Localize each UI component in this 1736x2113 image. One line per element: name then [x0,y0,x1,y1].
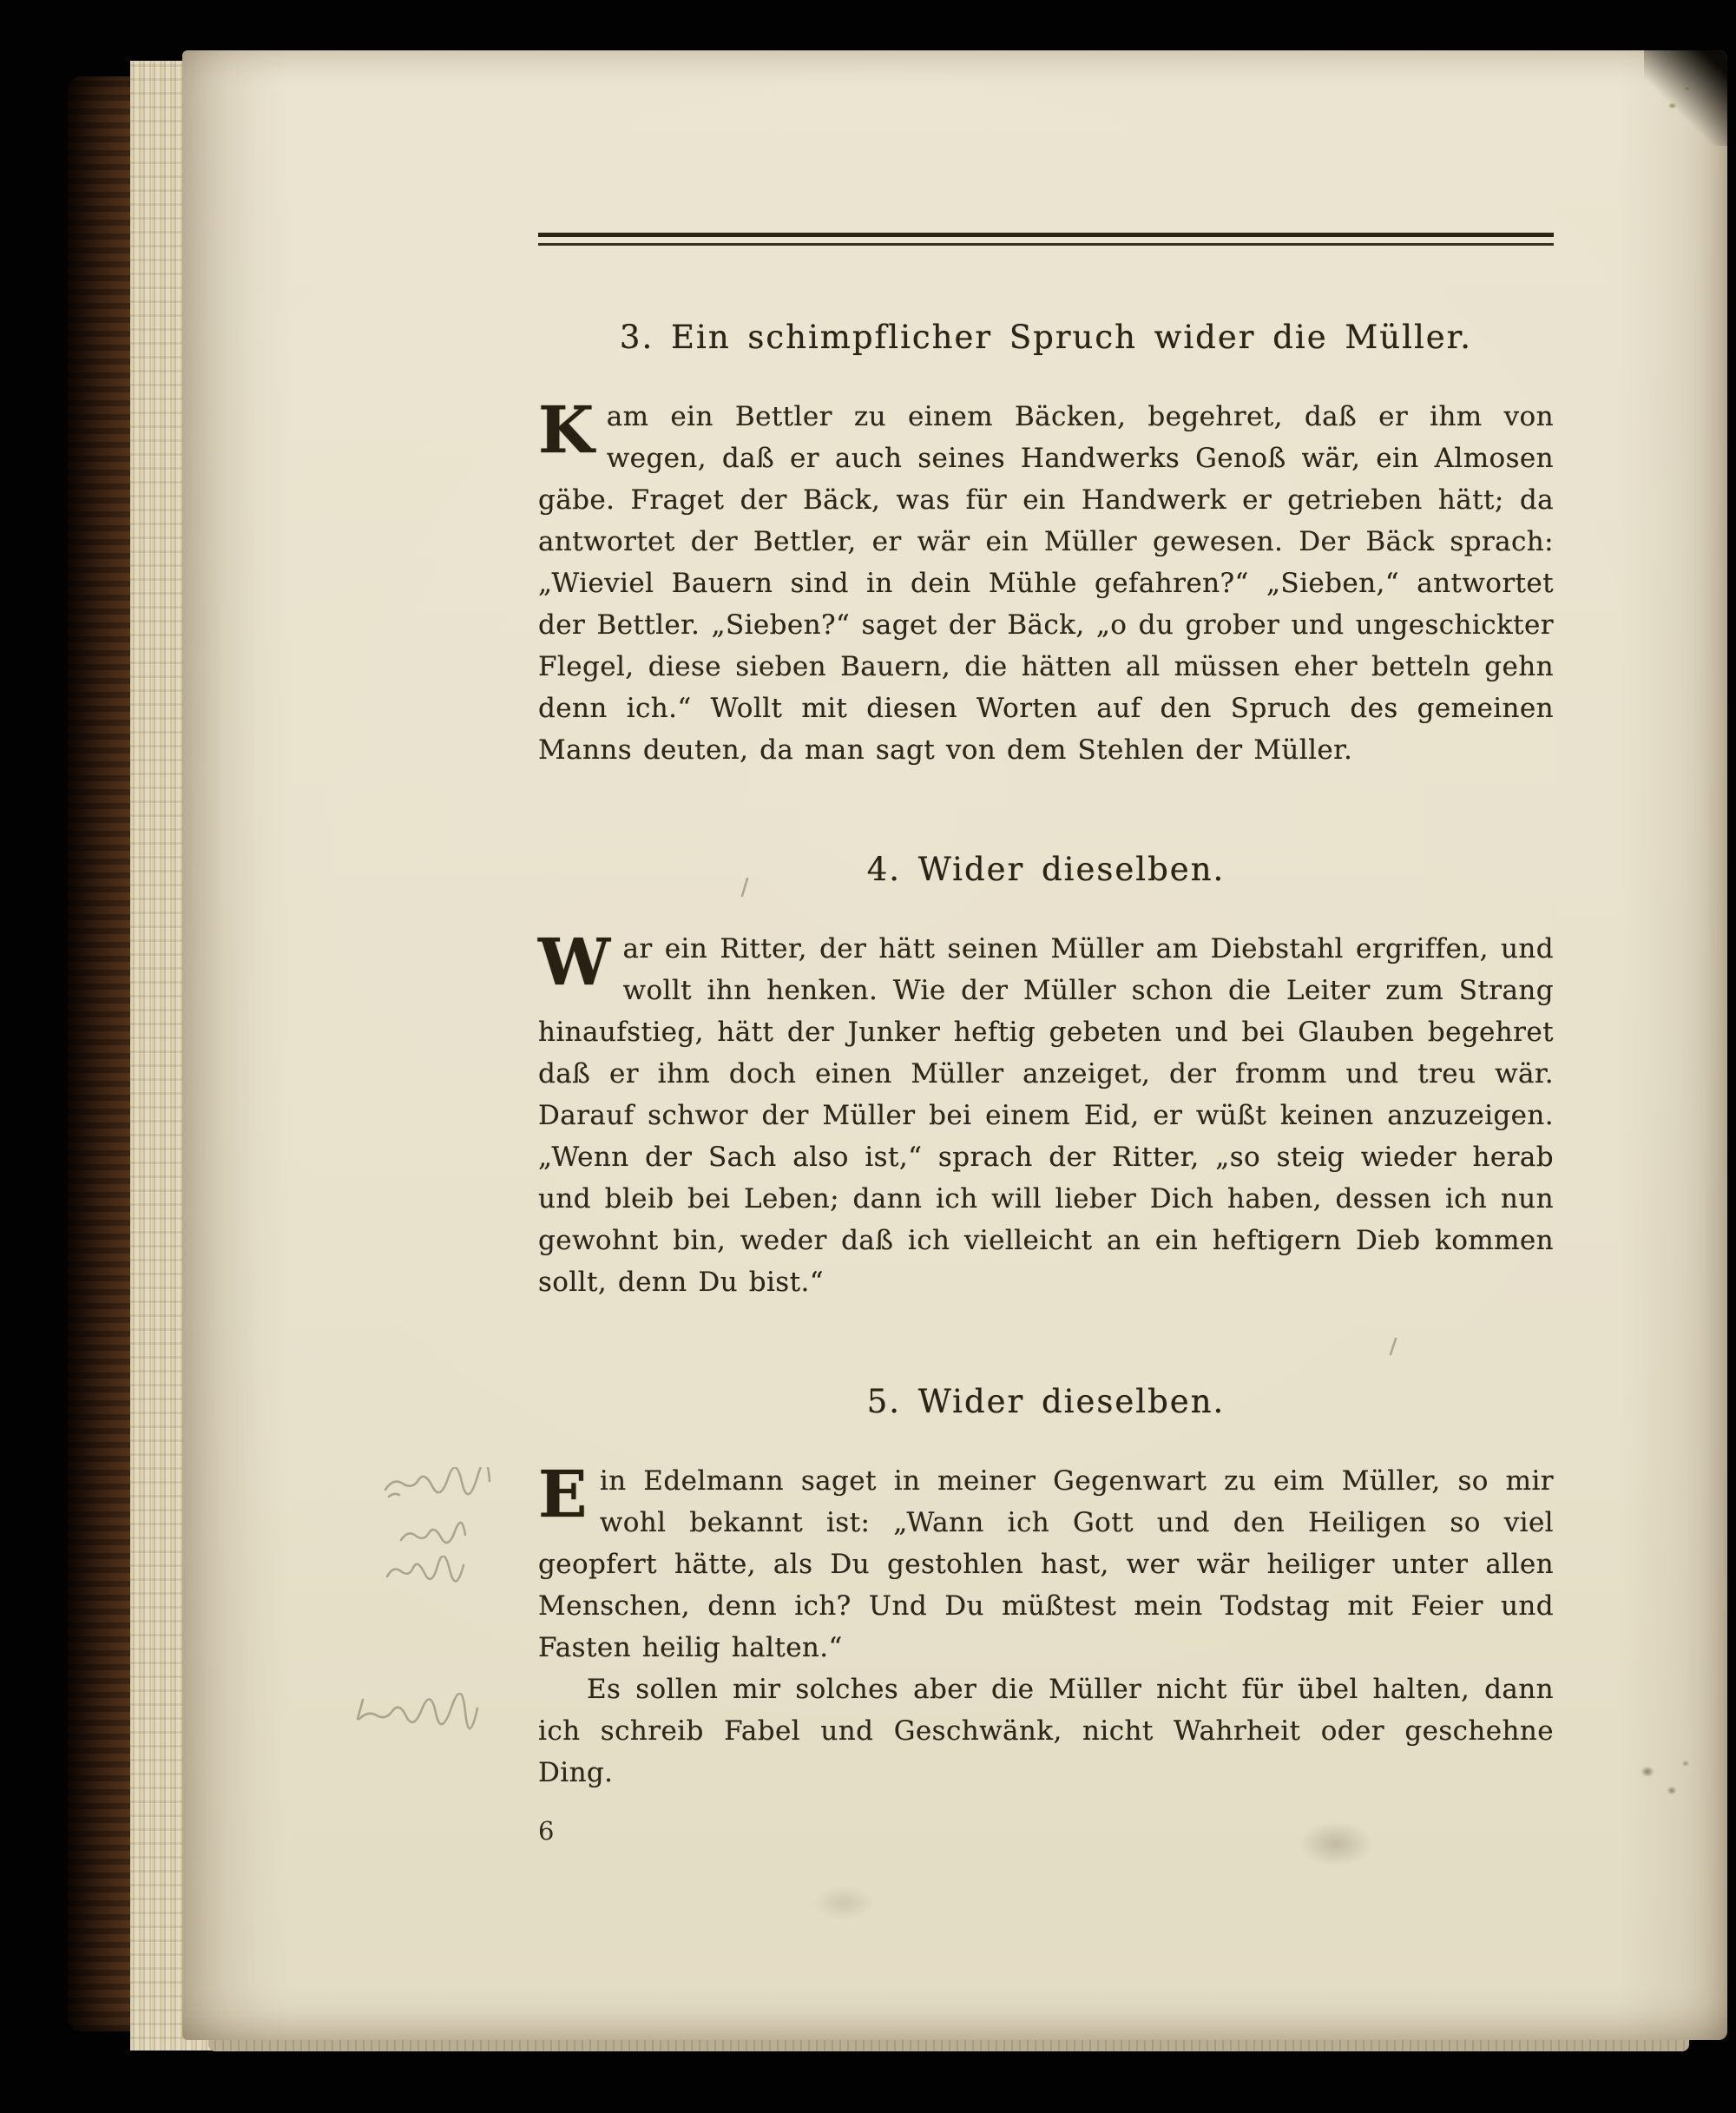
section-3-paragraph [538,393,1554,771]
section-5-paragraph [538,1460,1554,1669]
section-4-body: ar ein Ritter, der hätt seinen Müller am Diebstahl ergriffen, und wollt ihn henken. Wie der Müller schon die Leiter zum Strang hinaufstieg, hätt der Junker heftig gebeten und bei Glauben begehret daß er ihm doch einen Müller anzeiget, der fromm und treu wär. Darauf schwor der Müller bei einem Eid, er wüßt keinen anzuzeigen. „Wenn der Sach also ist,“ sprach der Ritter, „so steig wieder herab und bleib bei Leben; dann ich will lieber Dich haben, dessen ich nun gewohnt bin, weder daß ich vielleicht an ein heftigern Dieb kommen sollt, denn Du bist.“ [538,933,1554,1298]
book-page [182,50,1727,2040]
pencil-marginalia-3 [382,1556,483,1587]
page-number: 6 [538,1816,555,1846]
pencil-marginalia-4 [351,1693,503,1733]
top-rule-thin [538,243,1554,246]
bottom-page-edges [208,2038,1689,2051]
section-5-heading: 5. Wider dieselben. [866,1383,1226,1420]
section-3-heading: 3. Ein schimpflicher Spruch wider die Müller. [619,319,1473,356]
section-3 [538,319,1554,771]
section-4 [538,851,1554,1303]
section-5-closing-paragraph: Es sollen mir solches aber die Müller nicht für übel halten, dann ich schreib Fabel und Geschwänk, nicht Wahrheit oder geschehne Ding. [538,1674,1554,1788]
pencil-marginalia-2 [396,1521,476,1550]
section-3-body: am ein Bettler zu einem Bäcken, begehret, daß er ihm von wegen, daß er auch seines Handwerks Genoß wär, ein Almosen gäbe. Fraget der Bäck, was für ein Handwerk er getrieben hätt; da antwortet der Bettler, er wär ein Müller gewesen. Der Bäck sprach: „Wieviel Bauern sind in dein Mühle gefahren?“ „Sieben,“ antwortet der Bettler. „Sieben?“ saget der Bäck, „o du grober und ungeschickter Flegel, diese sieben Bauern, die hätten all müssen eher betteln gehn denn ich.“ Wollt mit diesen Worten auf den Spruch des gemeinen Manns deuten, da man sagt von dem Stehlen der Müller. [538,401,1554,766]
section-5-dropcap: E [538,1458,588,1532]
pencil-tick-2 [1385,1335,1401,1358]
section-4-heading: 4. Wider dieselben. [866,851,1226,888]
top-rule-thick [538,233,1554,237]
section-4-paragraph [538,925,1554,1303]
corner-shadow [1644,50,1727,146]
section-5-body: in Edelmann saget in meiner Gegenwart zu eim Müller, so mir wohl bekannt ist: „Wann ich Gott und den Heiligen so viel geopfert hätte, als Du gestohlen hast, wer wär heiliger unter allen Menschen, denn ich? Und Du müßtest mein Todstag mit Feier und Fasten heilig halten.“ [538,1465,1554,1663]
section-4-dropcap: W [538,925,611,1000]
section-3-dropcap: K [538,393,595,468]
pencil-tick-1 [736,875,753,899]
pencil-marginalia-1 [380,1467,510,1504]
section-5 [538,1383,1554,1794]
text-column [538,233,1554,1846]
